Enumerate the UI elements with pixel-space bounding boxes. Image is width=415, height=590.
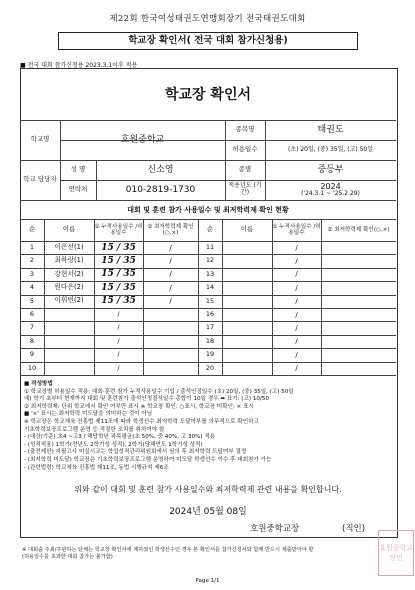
row-days: / (295, 297, 298, 306)
note-line: ② 최저학력제: 단위 학교에서 확인 여부만 표시 ※ 학교장 확인: ○표시, 학교장 미확인: × 표시 (24, 403, 254, 410)
row-no: 9 (29, 350, 35, 359)
note-line: - (대상/기준) 초4 ~고3 / 해당학년 과목평균(초 50%, 중 40%, 고 30%) 적용 (24, 434, 216, 441)
principal-title: 호원중학교장 (250, 524, 300, 534)
row-name (222, 281, 272, 294)
row-days: 15 / 35 (101, 269, 136, 280)
row-no: 12 (205, 256, 215, 265)
row-min (321, 362, 396, 375)
sport-label: 종목명 (235, 125, 255, 134)
row-days: 15 / 35 (101, 255, 136, 266)
coach-label: 학교 담당자 (23, 175, 57, 184)
row-min (321, 268, 396, 281)
note-line: ※ 학교장은 학교체육 진흥법 제11조에 따라 학생선수 최저학력 도달여부를 의무적으로 확인하고 (24, 419, 259, 425)
period-range: ('24.3.1 ~ '25.2.29) (301, 190, 360, 198)
row-no: 14 (205, 283, 215, 292)
row-name (44, 335, 94, 348)
row-min (321, 321, 396, 334)
row-days: / (117, 336, 120, 345)
row-days: / (295, 310, 298, 319)
row-days: / (295, 364, 298, 373)
row-no: 18 (205, 336, 215, 345)
permit-label: 허용일수 (232, 145, 258, 154)
school-seal-stamp: 호원중학교장인 (378, 530, 414, 576)
row-no: 6 (29, 309, 35, 318)
row-no: 1 (29, 242, 35, 251)
row-min (321, 241, 396, 254)
category-label: 종별 (238, 165, 252, 174)
row-min (321, 281, 396, 294)
permit-value: (초) 20일, (중) 35일, (고) 50일 (287, 145, 374, 153)
note-line: 에) 학기 초부터 현재까지 대회 및 훈련참가 출석인정결석일수 총합이 10일 경우 ➡ 표기: (고) 10/50 (24, 396, 269, 403)
footer-note (22, 547, 394, 561)
row-name (222, 321, 272, 334)
row-no: 11 (205, 242, 215, 251)
school-value: 호원중학교 (120, 134, 165, 145)
col-header-days: ① 누적사용일수 /허용일수 (272, 223, 321, 236)
row-min (143, 362, 198, 375)
row-no: 2 (29, 256, 35, 265)
phone-label: 연락처 (68, 185, 88, 194)
row-name (222, 268, 272, 281)
row-name (44, 362, 94, 375)
row-min (321, 254, 396, 267)
row-min (143, 308, 198, 321)
row-no: 4 (29, 283, 35, 292)
col-header-no: 순 (206, 225, 214, 234)
category-value: 중등부 (317, 164, 344, 175)
row-no: 17 (205, 323, 215, 332)
period-label: 적용년도 (기간) (228, 182, 262, 196)
col-header-no: 순 (28, 225, 36, 234)
row-days: / (295, 257, 298, 266)
row-min (143, 335, 198, 348)
row-days: / (295, 324, 298, 333)
row-name: 강현서(2) (54, 269, 84, 278)
row-min (321, 348, 396, 361)
row-min (321, 295, 396, 308)
note-line: ① 학교장별 허용일수 적용: 대회·훈련 참가 누적사용일수 기입 / 출석인정일수 (초) 20일, (중) 35일, (고) 50일 (24, 388, 294, 395)
row-name (222, 308, 272, 321)
row-days: / (117, 323, 120, 332)
document-number: ■ 전국 대회 참가신청용 2023.3.1이후 적용 (20, 62, 138, 69)
name-value: 신소영 (147, 164, 174, 175)
row-days: / (117, 309, 120, 318)
row-days: / (295, 350, 298, 359)
row-min: / (169, 243, 172, 252)
row-name (44, 308, 94, 321)
footer-note-line-2: (허용일수를 초과한 대회 참가는 불가함) (22, 553, 113, 560)
row-name: 이휘빈(2) (54, 296, 84, 305)
row-days: 15 / 35 (101, 282, 136, 293)
note-line: - (최저학력 미도달) 학교장은 기초학력보장프로그램 운영하여 미도달 학생선수 이수 후 대회참가 가능 (24, 457, 272, 463)
row-name (222, 241, 272, 254)
note-line: - (관련법령) 학교체육 진흥법 제11조, 동법 시행규칙 제6조 (24, 464, 169, 471)
note-line: ■ '×' 표시는 최저학력 미도달을 의미하는 것이 아님 (24, 411, 153, 418)
col-header-min: ② 최저학력제 확인(○,×) (327, 226, 390, 233)
row-no: 13 (205, 269, 215, 278)
row-days: 15 / 35 (101, 296, 136, 307)
period-year: 2024 (320, 181, 341, 191)
note-line: 기초학력보장프로그램 운영 등 적절한 조치를 취하여야 함 (24, 426, 165, 433)
row-no: 16 (205, 309, 215, 318)
row-no: 19 (205, 350, 215, 359)
row-name: 최하랑(1) (54, 256, 84, 265)
row-days: / (295, 270, 298, 279)
sport-value: 태권도 (317, 124, 344, 135)
col-header-days: ① 누적사용일수 /허용일수 (94, 223, 143, 236)
phone-value: 010-2819-1730 (125, 184, 196, 195)
row-min: / (169, 270, 172, 279)
row-min: / (169, 257, 172, 266)
row-no: 8 (29, 336, 35, 345)
name-label: 성 명 (70, 165, 86, 174)
col-header-min: ② 최저학력제 확인(○,×) (147, 223, 194, 236)
confirm-statement: 위와 같이 대회 및 훈련 참가 사용일수와 최저학력제 관련 내용을 확인합니다. (74, 485, 342, 494)
row-no: 10 (27, 363, 37, 372)
row-min (321, 308, 396, 321)
row-days: / (295, 243, 298, 252)
row-no: 15 (205, 296, 215, 305)
row-name (44, 348, 94, 361)
row-name: 이은선(1) (54, 242, 84, 251)
row-name (222, 348, 272, 361)
period-value (265, 180, 396, 200)
page-title: 학교장 확인서 (164, 87, 252, 103)
form-title-bar: 학교장 확인서( 전국 대회 참가신청용) (58, 32, 358, 50)
table-bottom-rule (20, 375, 396, 376)
note-line: ■ 작성방법 (24, 381, 53, 387)
row-days: / (117, 363, 120, 372)
col-header-name: 이름 (62, 225, 76, 234)
row-days: / (295, 283, 298, 292)
row-no: 3 (29, 269, 35, 278)
note-line: - (출전제한) 지필고사 미실시교는 학업성적관리위원회에서 심의 후 최저학력 도달여부 결정 (24, 449, 247, 456)
row-min (321, 335, 396, 348)
row-min (143, 348, 198, 361)
school-label: 학교명 (30, 135, 50, 144)
row-min (143, 321, 198, 334)
issue-date: 2024년 05월 08일 (169, 507, 247, 517)
row-name (222, 295, 272, 308)
row-min: / (169, 297, 172, 306)
page-number: Page 1/1 (195, 578, 220, 584)
col-header-name: 이름 (240, 225, 254, 234)
row-min: / (169, 283, 172, 292)
seal-label: (직인) (342, 524, 366, 534)
row-days: / (295, 337, 298, 346)
document-header: 제22회 한국여성태권도연맹회장기 전국태권도대회 (109, 14, 306, 24)
row-days: 15 / 35 (101, 242, 136, 253)
row-name (222, 362, 272, 375)
row-no: 20 (205, 363, 215, 372)
row-name (44, 321, 94, 334)
footer-note-line-1: ※ 대회출 주최/주관하는 단체는 학교장 확인서에 제하였인 학생선수인 경우 본 확인서를 참가신청서와 함께 반드시 제출받아야 할 (22, 547, 314, 553)
row-days: / (117, 350, 120, 359)
row-name (222, 335, 272, 348)
row-name: 원다은(2) (54, 282, 84, 291)
section-title: 대회 및 훈련 참가 사용일수 및 최저학력제 확인 현황 (127, 205, 289, 214)
row-no: 5 (29, 296, 35, 305)
note-line: - (성적적용) 1학기(전년도 2학기성 성적), 2학기(당해연도 1학기성 성적) (24, 441, 203, 448)
row-no: 7 (29, 323, 35, 332)
row-name (222, 254, 272, 267)
